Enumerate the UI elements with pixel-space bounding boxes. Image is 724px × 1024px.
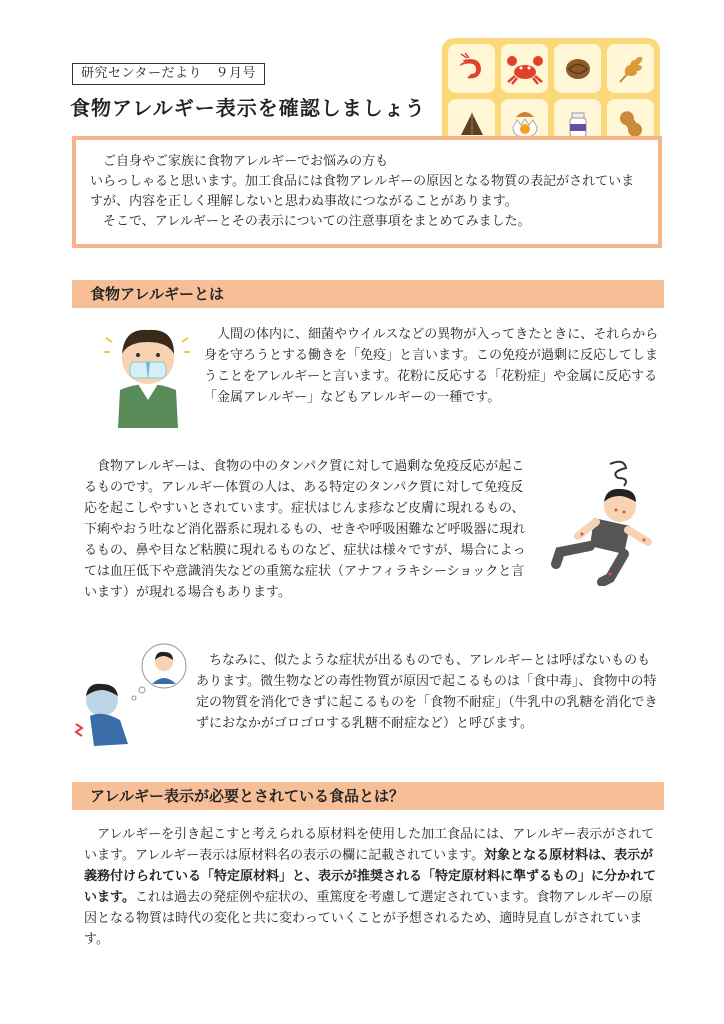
section-heading-labeling-required: アレルギー表示が必要とされている食品とは？ — [72, 782, 664, 810]
intro-line-1: ご自身やご家族に食物アレルギーでお悩みの方も — [103, 154, 389, 169]
intro-line-3: そこで、アレルギーとその表示についての注意事項をまとめてみました。 — [103, 214, 531, 229]
crab-icon — [501, 44, 548, 93]
collapsed-child-illustration — [540, 456, 670, 586]
section2-text-a: アレルギーを引き起こすと考えられる原材料を使用した加工食品には、アレルギー表示がされています。アレルギー表示は原材料名の表示の欄に記載されています。 — [84, 827, 655, 863]
section2-text-b: これは過去の発症例や症状の、重篤度を考慮して選定されています。食物アレルギーの原因となる物質は時代の変化と共に変わっていくことが予想されるため、適時見直しがされています。 — [84, 890, 653, 947]
wheat-icon — [607, 44, 654, 93]
walnut-icon — [554, 44, 601, 93]
section1-paragraph-2: 食物アレルギーは、食物の中のタンパク質に対して過剰な免疫反応が起こるものです。アレルギー体質の人は、ある特定のタンパク質に対して免疫反応を起こしやすいとされています。症状はじんま疹など皮膚に現れるもの、下痢やおう吐など消化器系に現れるもの、せきや呼吸困難など呼吸器に現れるもの、鼻や目など粘膜に現れるものなど、症状は様々ですが、場合によっては血圧低下や意識消失などの重篤な症状（アナフィラキシーショックと言います）が現れる場合もあります。 — [84, 459, 526, 600]
intro-line-2: いらっしゃると思います。加工食品には食物アレルギーの原因となる物質の表記がされていますが、内容を正しく理解しないと思わぬ事故につながることがあります。 — [90, 174, 635, 209]
page-title: 食物アレルギー表示を確認しましょう — [70, 96, 426, 120]
intro-box — [72, 136, 662, 248]
section1-paragraph-1: 人間の体内に、細菌やウイルスなどの異物が入ってきたときに、それらから身を守ろうとする働きを「免疫」と言います。この免疫が過剰に反応してしまうことをアレルギーと言います。花粉に反応する「花粉症」や金属に反応する「金属アレルギー」などもアレルギーの一種です。 — [204, 327, 659, 405]
section-heading-food-allergy: 食物アレルギーとは — [72, 280, 664, 308]
stomachache-person-illustration — [72, 640, 192, 752]
section2-paragraph — [84, 824, 662, 950]
shrimp-icon — [448, 44, 495, 93]
sneezing-person-illustration — [98, 318, 198, 428]
section2-text-bold: 対象となる原材料は、表示が義務付けられている「特定原材料」と、表示が推奨される「特定原材料に準ずるもの」に分かれています。 — [84, 848, 657, 905]
newsletter-issue-tag: 研究センターだより ９月号 — [72, 63, 265, 85]
section1-paragraph-3: ちなみに、似たような症状が出るものでも、アレルギーとは呼ばないものもあります。微生物などの毒性物質が原因で起こるものは「食中毒」、食物中の特定の物質を消化できずに起こるものを「食物不耐症」（牛乳中の乳糖を消化できずにおなかがゴロゴロする乳糖不耐症など）と呼びます。 — [196, 653, 658, 731]
